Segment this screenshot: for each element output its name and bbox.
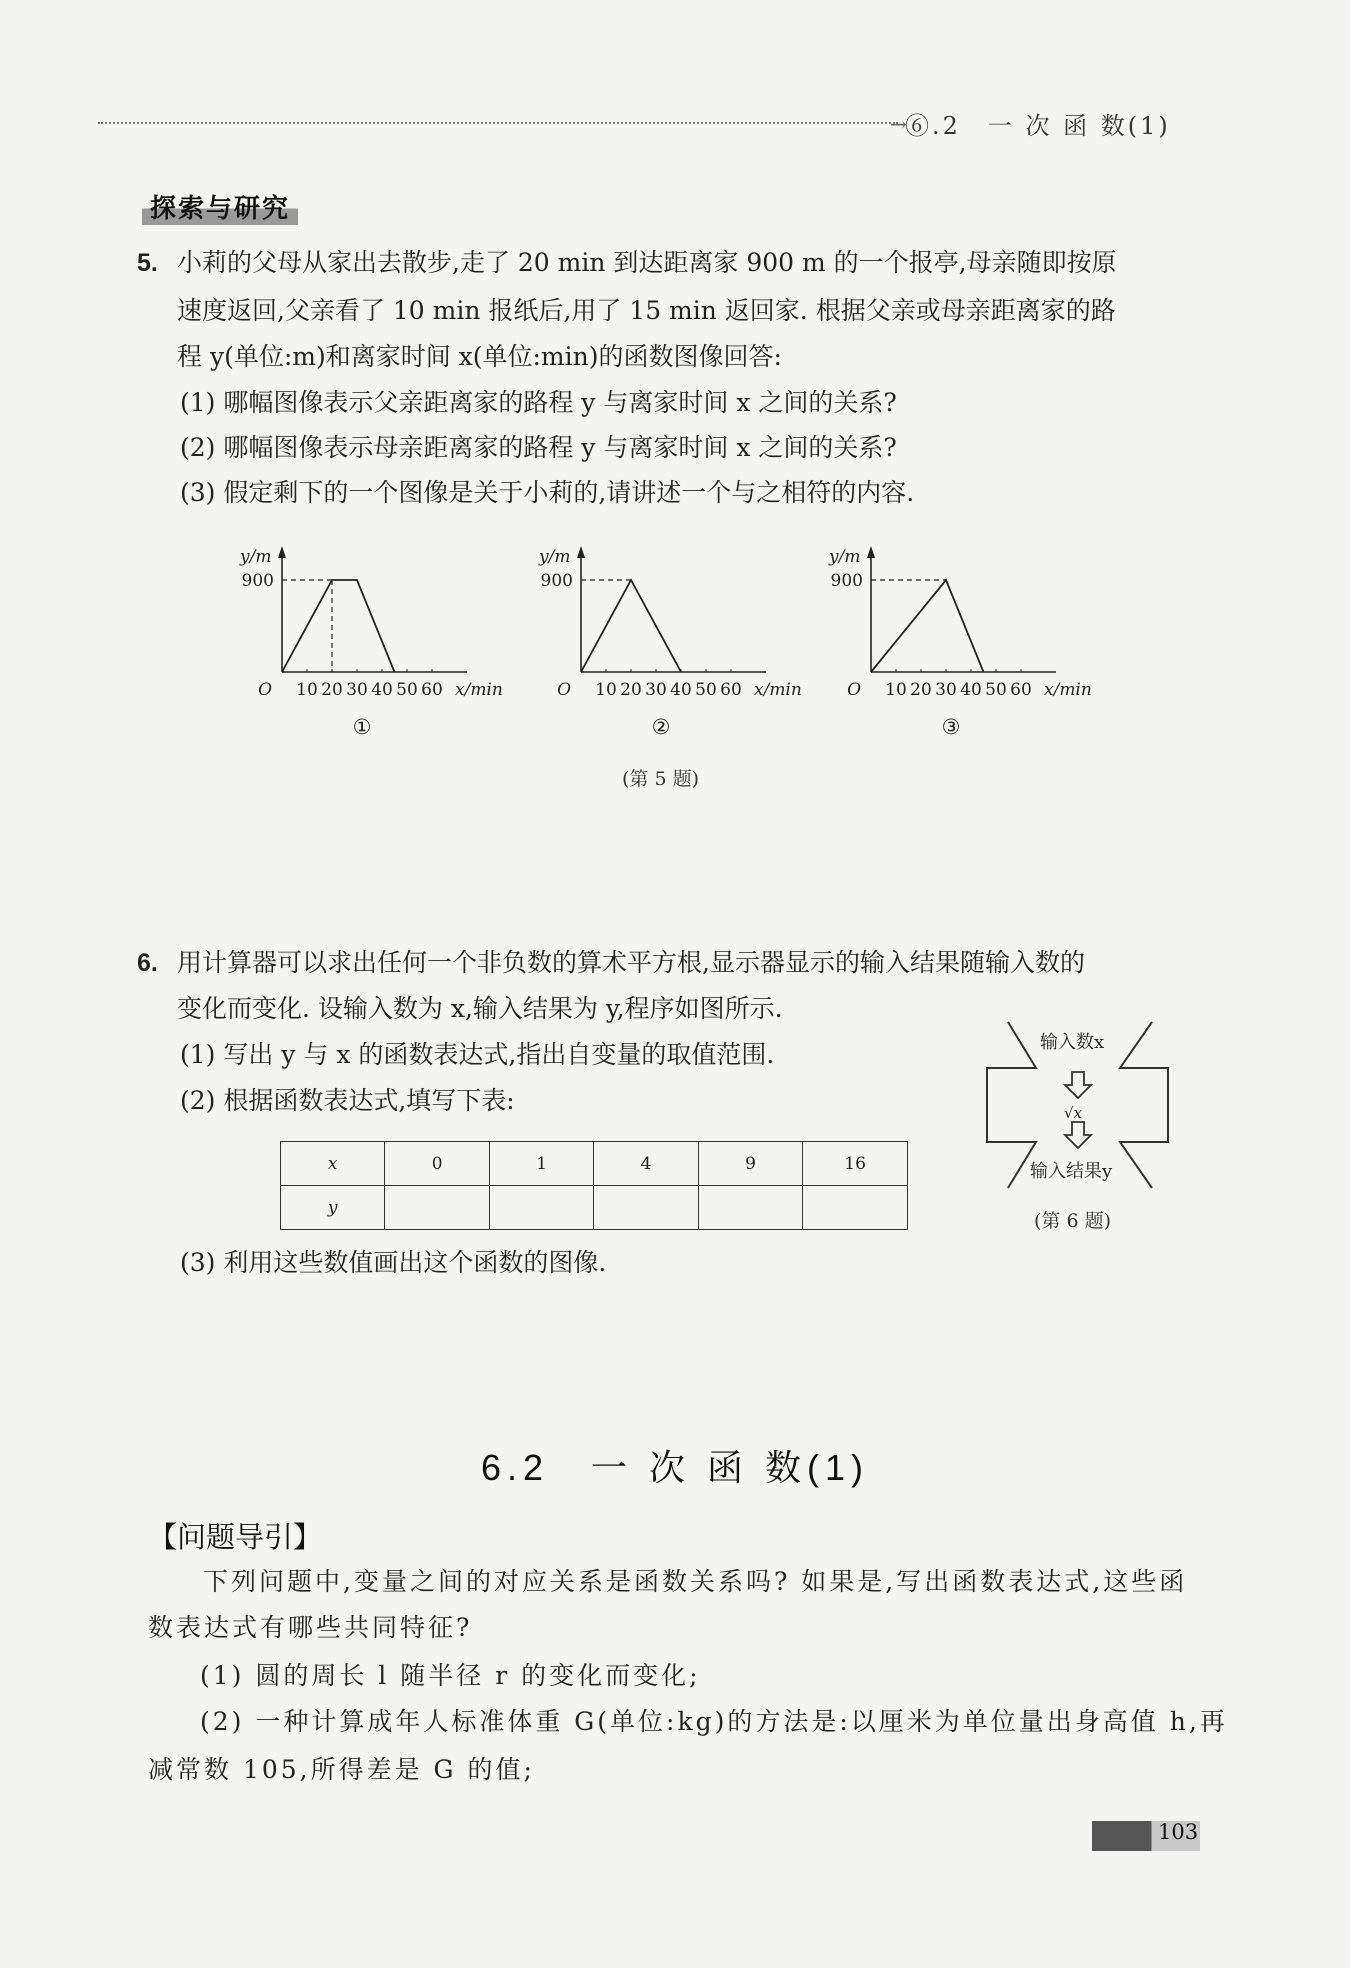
diagram-output-label: 输入结果y [1030,1161,1113,1182]
arrow-down-icon [1065,1072,1091,1098]
q6-caption: (第 6 题) [1034,1210,1111,1232]
x-tick-label: 60 [1010,680,1032,700]
y-axis-label: y/m [240,547,272,567]
x-tick-label: 10 [885,680,907,700]
q6-text-line-2: 变化而变化. 设输入数为 x,输入结果为 y,程序如图所示. [177,994,783,1023]
table-cell-x: 1 [489,1142,593,1186]
guide-label: 【问题导引】 [148,1522,323,1554]
q6-value-table [280,1141,908,1230]
q5-text-line-1: 小莉的父母从家出去散步,走了 20 min 到达距离家 900 m 的一个报亭,母亲随即按原 [177,248,1117,277]
y-tick-label: 900 [830,571,863,591]
table-cell-x: 0 [385,1142,489,1186]
origin-label: O [557,680,571,700]
table-row-label-x: x [281,1142,385,1186]
table-cell-x: 4 [594,1142,698,1186]
table-cell-x: 16 [803,1142,908,1186]
table-row-label-y: y [281,1186,385,1230]
arrow-right-icon: → [890,112,907,136]
q5-text-line-3: 程 y(单位:m)和离家时间 x(单位:min)的函数图像回答: [177,342,782,371]
x-tick-label: 20 [910,680,932,700]
table-cell-x: 9 [698,1142,802,1186]
x-tick-label: 20 [321,680,343,700]
x-tick-label: 20 [620,680,642,700]
figure-number: ① [352,715,372,739]
figure-number: ③ [941,715,961,739]
q5-subquestion-1: (1) 哪幅图像表示父亲距离家的路程 y 与离家时间 x 之间的关系? [180,388,897,417]
guide-item-2-line-2: 减常数 105,所得差是 G 的值; [148,1755,535,1784]
section-title: 6.2 一 次 函 数(1) [480,1447,870,1488]
x-tick-label: 50 [695,680,717,700]
x-tick-label: 10 [595,680,617,700]
table-row-x [281,1142,908,1186]
table-cell-y-empty [803,1186,908,1230]
guide-paragraph-line-2: 数表达式有哪些共同特征? [148,1613,473,1642]
table-cell-y-empty [489,1186,593,1230]
x-tick-label: 30 [346,680,368,700]
y-axis-arrow-icon [867,546,875,558]
q5-subquestion-2: (2) 哪幅图像表示母亲距离家的路程 y 与离家时间 x 之间的关系? [180,433,897,462]
series-line [871,580,984,672]
q5-caption: (第 5 题) [622,768,699,790]
y-axis-arrow-icon [577,546,585,558]
q6-subquestion-1: (1) 写出 y 与 x 的函数表达式,指出自变量的取值范围. [180,1040,775,1069]
q6-flow-diagram [980,1010,1180,1200]
arrow-down-icon [1065,1122,1091,1148]
x-tick-label: 30 [645,680,667,700]
q6-text-line-1: 用计算器可以求出任何一个非负数的算术平方根,显示器显示的输入结果随输入数的 [177,948,1085,977]
guide-item-2-line-1: (2) 一种计算成年人标准体重 G(单位:kg)的方法是:以厘米为单位量出身高值 h,再 [200,1707,1228,1736]
diagram-operation: √x [1064,1104,1083,1122]
explore-section-label: 探索与研究 [142,188,298,225]
q5-subquestion-3: (3) 假定剩下的一个图像是关于小莉的,请讲述一个与之相符的内容. [180,478,915,507]
y-tick-label: 900 [241,571,274,591]
guide-paragraph-line-1: 下列问题中,变量之间的对应关系是函数关系吗? 如果是,写出函数表达式,这些函 [203,1567,1188,1596]
x-tick-label: 50 [985,680,1007,700]
x-tick-label: 40 [371,680,393,700]
table-cell-y-empty [698,1186,802,1230]
table-cell-y-empty [594,1186,698,1230]
series-line [581,580,681,672]
table-cell-y-empty [385,1186,489,1230]
x-tick-label: 10 [296,680,318,700]
y-axis-arrow-icon [278,546,286,558]
figure-number: ② [651,715,671,739]
y-axis-label: y/m [829,547,861,567]
q6-subquestion-3: (3) 利用这些数值画出这个函数的图像. [180,1248,607,1277]
x-tick-label: 60 [421,680,443,700]
x-tick-label: 50 [396,680,418,700]
guide-item-1: (1) 圆的周长 l 随半径 r 的变化而变化; [200,1661,701,1690]
running-header: ⑥.2 一 次 函 数(1) [905,112,1171,140]
q5-graphs [0,0,1350,760]
q5-text-line-2: 速度返回,父亲看了 10 min 报纸后,用了 15 min 返回家. 根据父亲或母亲距离家的路 [177,296,1116,325]
series-line [282,580,395,672]
q6-subquestion-2: (2) 根据函数表达式,填写下表: [180,1086,515,1115]
origin-label: O [258,680,272,700]
diagram-input-label: 输入数x [1040,1032,1105,1053]
origin-label: O [847,680,861,700]
y-axis-label: y/m [539,547,571,567]
x-axis-label: x/min [455,680,503,700]
x-tick-label: 40 [960,680,982,700]
question-6-number: 6. [137,949,158,977]
question-5-number: 5. [137,249,158,277]
page-number: 103 [1158,1820,1199,1844]
x-tick-label: 30 [935,680,957,700]
x-tick-label: 40 [670,680,692,700]
x-axis-label: x/min [1044,680,1092,700]
y-tick-label: 900 [540,571,573,591]
table-row-y [281,1186,908,1230]
x-tick-label: 60 [720,680,742,700]
x-axis-label: x/min [754,680,802,700]
